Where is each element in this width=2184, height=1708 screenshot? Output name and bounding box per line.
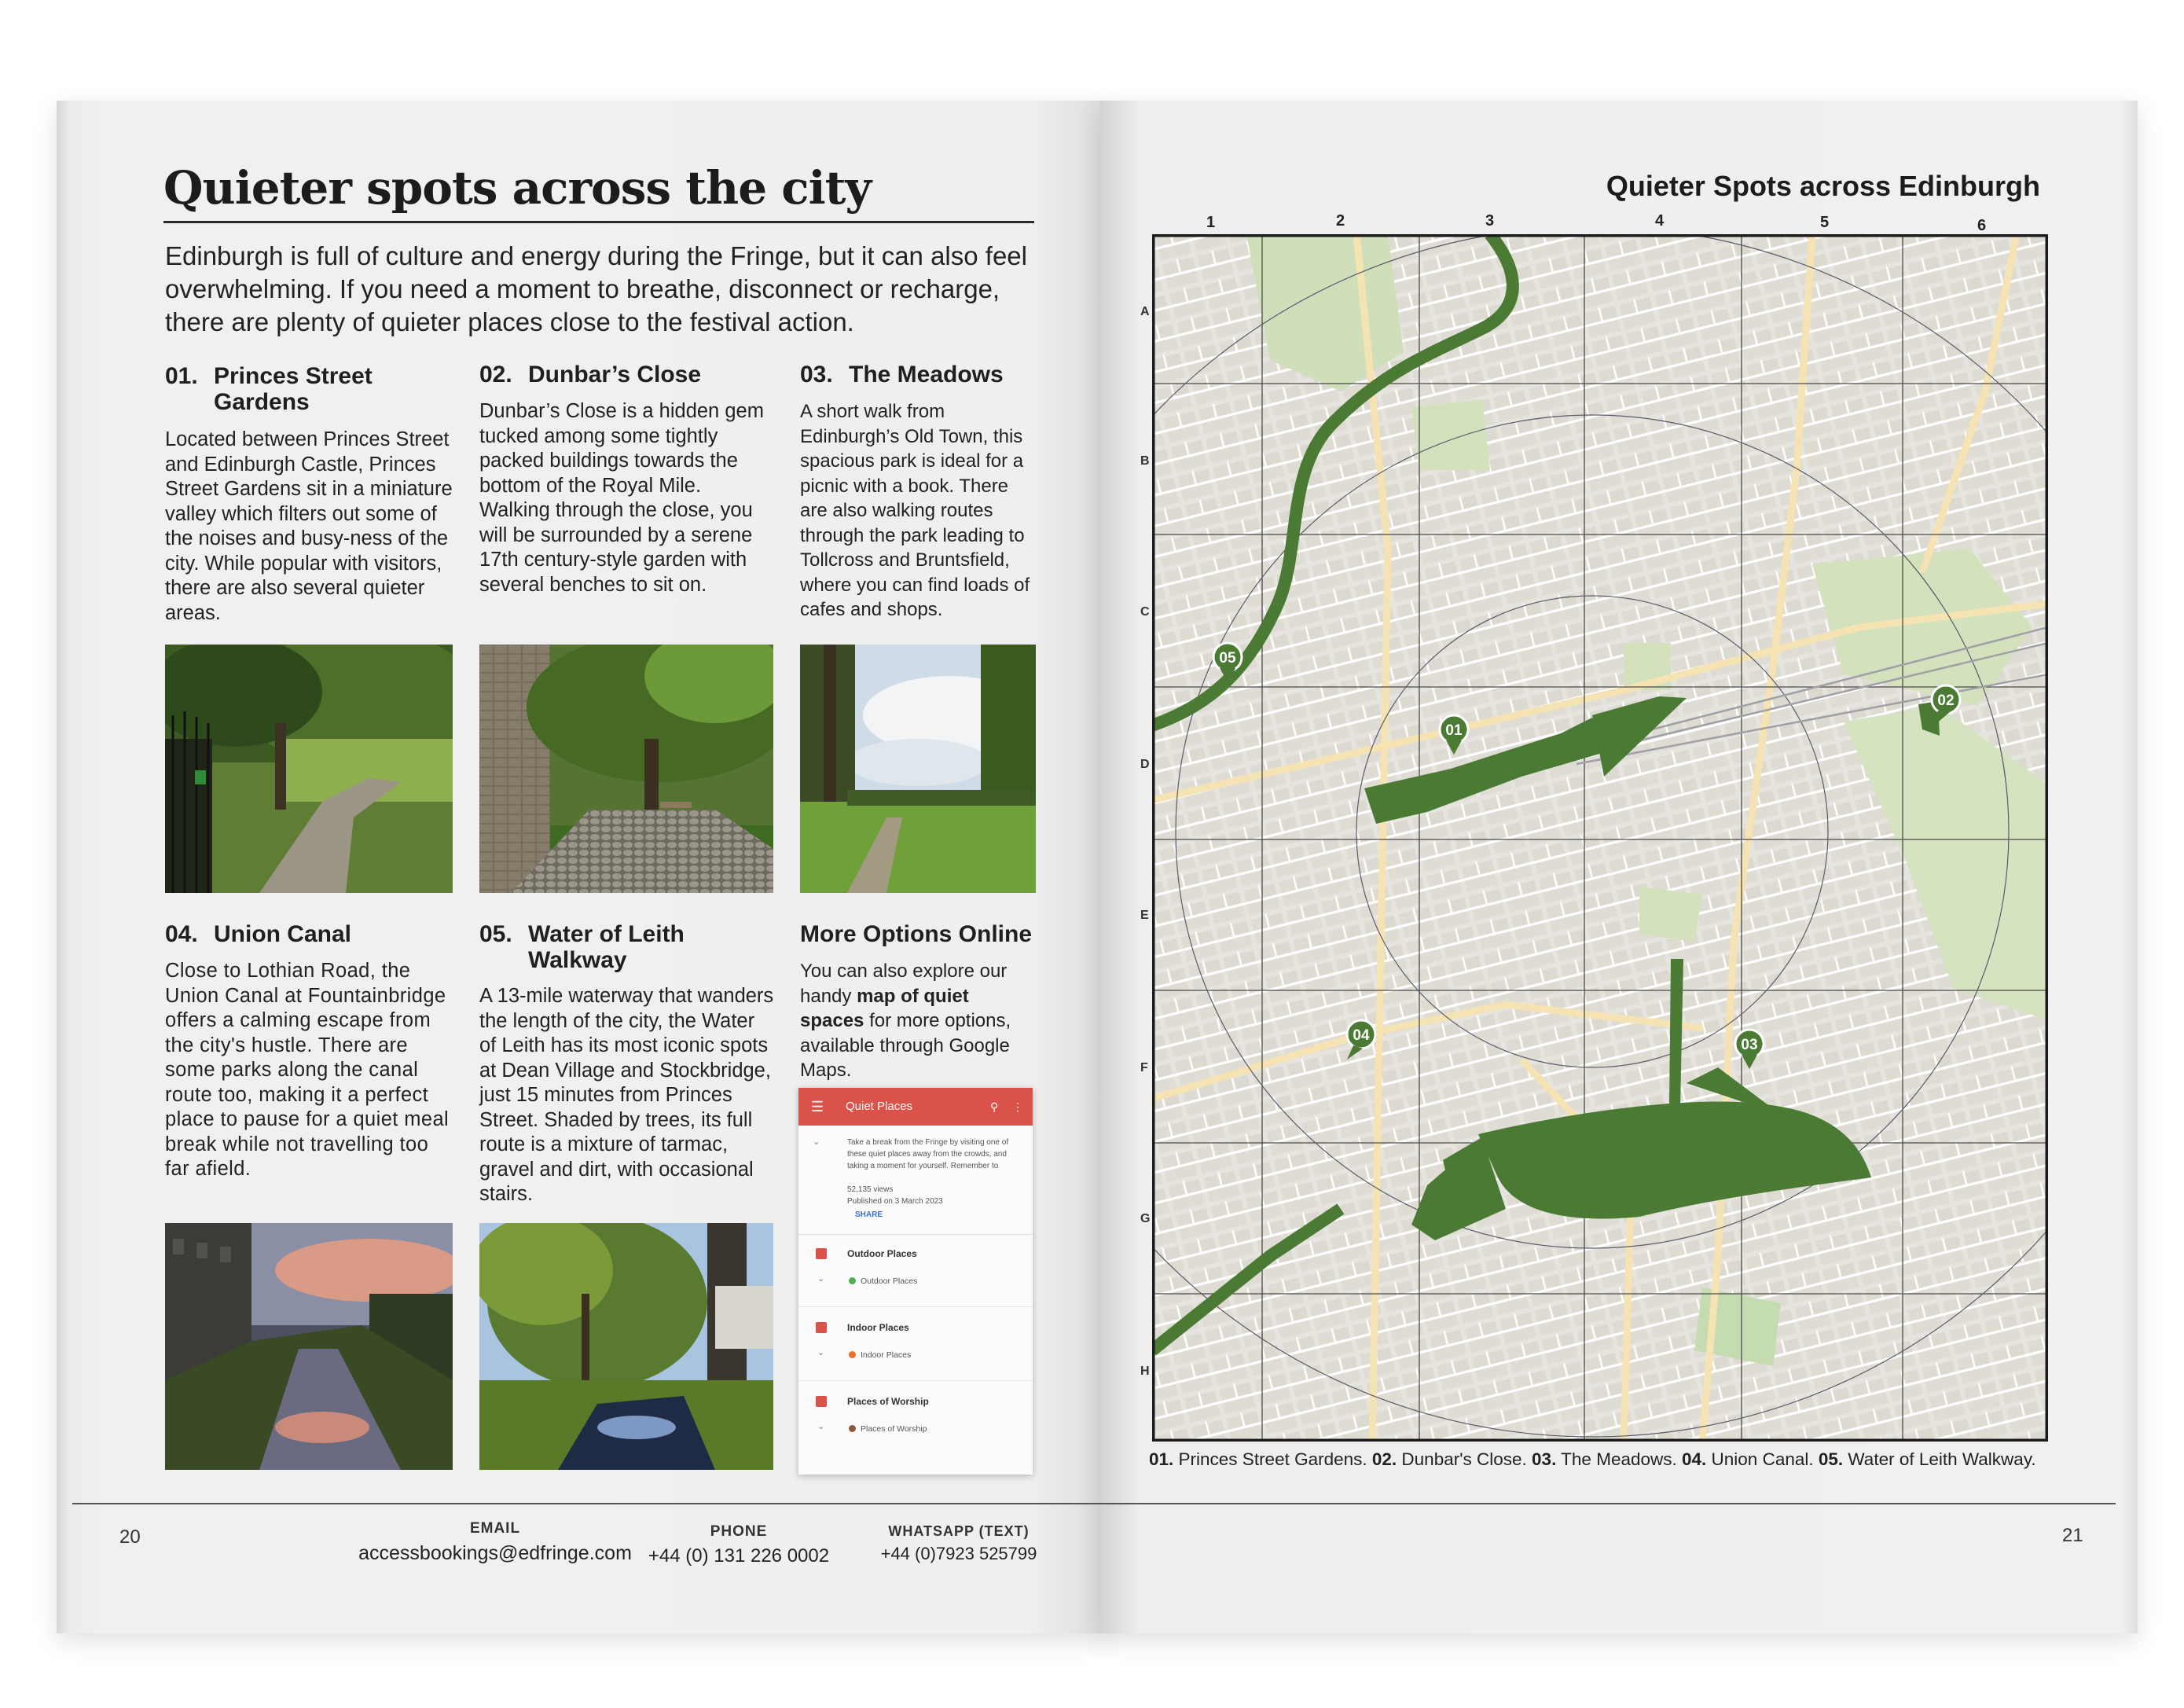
share-button[interactable]: SHARE: [855, 1210, 883, 1219]
page-number-right: 21: [2062, 1525, 2083, 1546]
marker-03-label: 03: [1741, 1037, 1758, 1053]
whatsapp-label: WHATSAPP (TEXT): [888, 1523, 1030, 1539]
grid-row-g: G: [1140, 1212, 1151, 1225]
divider: [798, 1380, 1033, 1381]
phone-app-bar: [798, 1088, 1033, 1126]
spot-05-body: A 13-mile waterway that wanders the length of the city, the Water of Leith has its most iconic spots at Dean Village and Stockbridge, just 15 minutes from Princes Street. Shaded by trees, its full route is a mixture of tarmac, gravel and dirt, with occasional stairs.: [479, 985, 774, 1205]
layer-checkbox-outdoor[interactable]: [816, 1248, 827, 1259]
layer-chevron-icon[interactable]: ⌄: [817, 1422, 825, 1431]
brown-dot-icon: [849, 1425, 856, 1432]
quiet-places-map-screenshot: [798, 1088, 1033, 1475]
layer-sub-indoor: Indoor Places: [849, 1350, 911, 1360]
phone-published: Published on 3 March 2023: [847, 1197, 943, 1206]
phone-app-title: Quiet Places: [846, 1100, 913, 1113]
footer-rule: [72, 1503, 2116, 1504]
spot-03-heading: 03. The Meadows: [800, 362, 1004, 388]
page-title: Quieter spots across the city: [163, 161, 872, 215]
grid-row-h: H: [1140, 1365, 1150, 1378]
more-options-icon[interactable]: ⋮: [1012, 1100, 1023, 1113]
spot-05-heading: 05. Water of Leith Walkway: [479, 921, 685, 973]
map-caption: 01. Princes Street Gardens. 02. Dunbar's Close. 03. The Meadows. 04. Union Canal. 05. Water of Leith Walkway.: [1149, 1449, 2036, 1469]
layer-name-indoor: Indoor Places: [847, 1322, 909, 1333]
grid-row-d: D: [1140, 758, 1150, 771]
grid-row-e: E: [1140, 909, 1149, 922]
phone-value[interactable]: +44 (0) 131 226 0002: [648, 1545, 830, 1567]
edinburgh-map[interactable]: [1152, 234, 2048, 1442]
photo-the-meadows: [800, 645, 1036, 893]
layer-sub-outdoor: Outdoor Places: [849, 1276, 917, 1286]
layer-checkbox-worship[interactable]: [816, 1396, 827, 1407]
layer-name-outdoor: Outdoor Places: [847, 1248, 917, 1259]
grid-col-5: 5: [1820, 214, 1830, 231]
email-value[interactable]: accessbookings@edfringe.com: [358, 1542, 632, 1564]
grid-col-6: 6: [1977, 217, 1987, 234]
phone-description: Take a break from the Fringe by visiting one of these quiet places away from the crowds, and taking a moment for yourself. Remember to: [847, 1138, 1009, 1170]
spot-04-heading: 04. Union Canal: [165, 921, 352, 947]
grid-row-a: A: [1140, 305, 1150, 318]
grid-row-f: F: [1140, 1061, 1148, 1074]
grid-row-b: B: [1140, 454, 1150, 468]
spot-01-heading: 01. Princes Street Gardens: [165, 363, 373, 415]
collapse-chevron-icon[interactable]: ⌄: [813, 1137, 820, 1147]
divider: [798, 1306, 1033, 1307]
map-link-text[interactable]: map of quiet spaces: [800, 985, 969, 1031]
photo-princes-street-gardens: [165, 645, 453, 893]
intro-text: Edinburgh is full of culture and energy during the Fringe, but it can also feel overwhelming. If you need a moment to breathe, disconnect or recharge, there are plenty of quieter places close to the festival action.: [165, 241, 1027, 336]
phone-label: PHONE: [710, 1523, 768, 1540]
photo-union-canal: [165, 1223, 453, 1470]
photo-dunbars-close: [479, 645, 773, 893]
spot-02-body: Dunbar’s Close is a hidden gem tucked among some tightly packed buildings towards the bottom of the Royal Mile. Walking through the close, you will be surrounded by a serene 17th century-style garden with several benches to sit on.: [479, 400, 764, 596]
layer-name-worship: Places of Worship: [847, 1396, 929, 1407]
spot-04-body: Close to Lothian Road, the Union Canal at Fountainbridge offers a calming escape from the city's hustle. There are some parks along the canal route too, making it a perfect place to pause for a quiet meal break while not travelling too far afield.: [165, 960, 450, 1180]
grid-col-3: 3: [1485, 212, 1495, 230]
layer-sub-worship: Places of Worship: [849, 1424, 927, 1434]
title-rule: [163, 221, 1034, 223]
marker-01-label: 01: [1445, 722, 1463, 739]
green-dot-icon: [849, 1277, 856, 1284]
search-icon[interactable]: ⚲: [990, 1100, 999, 1113]
photo-water-of-leith: [479, 1223, 773, 1470]
phone-views: 52,135 views: [847, 1185, 894, 1194]
more-options-heading: More Options Online: [800, 921, 1033, 947]
marker-02-label: 02: [1937, 692, 1955, 709]
map-title: Quieter Spots across Edinburgh: [1606, 170, 2040, 202]
spot-02-heading: 02. Dunbar’s Close: [479, 362, 702, 388]
menu-icon[interactable]: ☰: [811, 1099, 824, 1115]
email-label: EMAIL: [469, 1520, 521, 1537]
layer-chevron-icon[interactable]: ⌄: [817, 1274, 825, 1284]
layer-checkbox-indoor[interactable]: [816, 1322, 827, 1333]
spot-03-body: A short walk from Edinburgh’s Old Town, this spacious park is ideal for a picnic with a book. There are also walking routes through the park leading to Tollcross and Bruntsfield, where you can find loads of cafes and shops.: [800, 401, 1030, 620]
whatsapp-value[interactable]: +44 (0)7923 525799: [880, 1544, 1037, 1563]
grid-row-c: C: [1140, 605, 1150, 619]
marker-04-label: 04: [1353, 1027, 1370, 1044]
grid-col-1: 1: [1206, 214, 1216, 231]
grid-col-4: 4: [1655, 212, 1665, 230]
grid-col-2: 2: [1336, 212, 1345, 230]
page-number-left: 20: [119, 1526, 141, 1548]
layer-chevron-icon[interactable]: ⌄: [817, 1348, 825, 1357]
marker-05-label: 05: [1219, 650, 1236, 667]
orange-dot-icon: [849, 1351, 856, 1358]
divider: [798, 1234, 1033, 1235]
spot-01-body: Located between Princes Street and Edinburgh Castle, Princes Street Gardens sit in a miniature valley which filters out some of the noises and busy-ness of the city. While popular with visitors, there are also several quieter areas.: [165, 428, 453, 624]
more-options-body: You can also explore our handy map of quiet spaces for more options, available through Google Maps.: [800, 961, 1011, 1081]
